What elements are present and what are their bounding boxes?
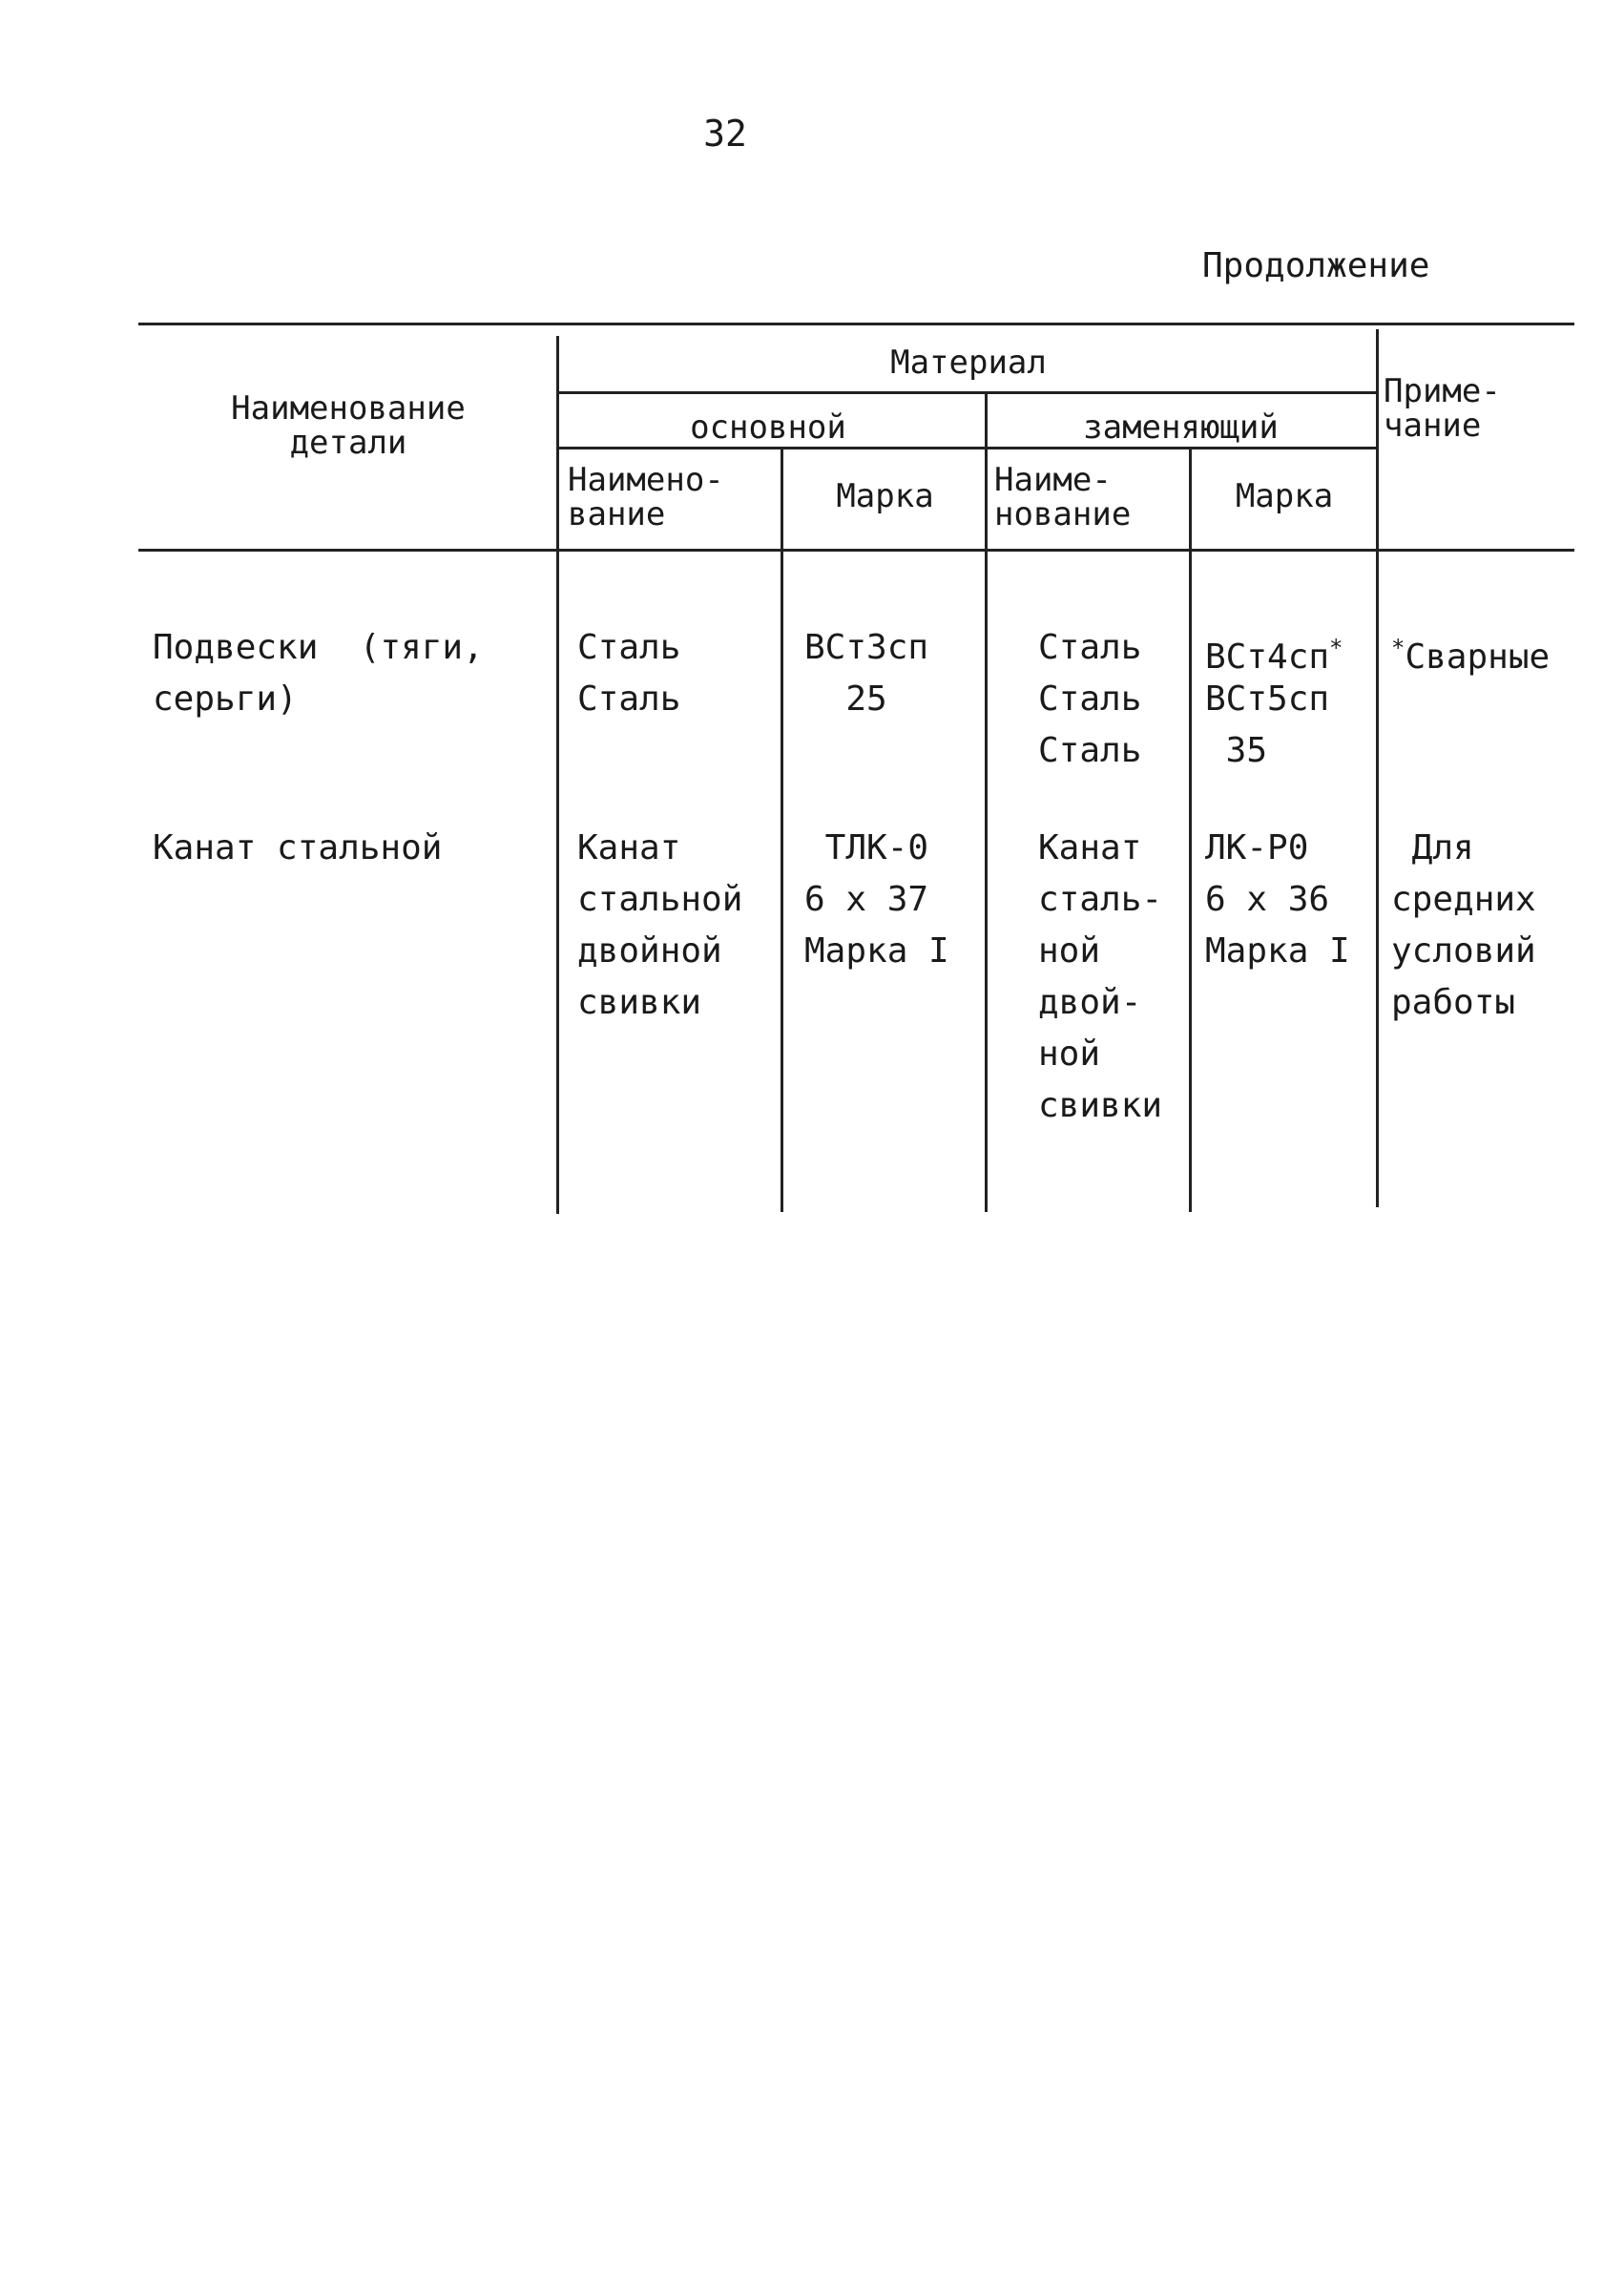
col-divider-5 (1376, 329, 1379, 1207)
row2-primary-grade: ТЛК-0 6 x 37 Марка I (804, 828, 949, 971)
header-substitute-grade: Марка (1235, 477, 1334, 515)
row1-note-text: Сварные (1405, 637, 1551, 677)
header-note: Приме- чание (1384, 372, 1501, 445)
header-primary-grade: Марка (836, 477, 934, 515)
row1-substitute-grade-text: ВСт4сп (1205, 637, 1330, 677)
row1-primary-name: Сталь Сталь (577, 628, 681, 719)
row1-part: Подвески (тяги, серьги) (153, 628, 484, 719)
header-material: Материал (890, 344, 1047, 382)
col-divider-4 (1189, 449, 1192, 1212)
row2-substitute-name: Канат сталь- ной двой- ной свивки (1038, 828, 1163, 1125)
row2-primary-name: Канат стальной двойной свивки (577, 828, 743, 1022)
footnote-mark: * (1329, 635, 1343, 661)
col-divider-2 (781, 449, 783, 1212)
header-bottom-rule (138, 549, 1574, 552)
header-primary-name: Наимено- вание (568, 461, 724, 533)
continuation-label: Продолжение (1202, 246, 1430, 285)
row1-primary-grade: ВСт3сп 25 (804, 628, 929, 719)
page-number: 32 (703, 113, 747, 155)
row1-substitute-name: Сталь Сталь Сталь (1038, 628, 1142, 770)
row1-substitute-grade-rest: ВСт5сп 35 (1205, 679, 1330, 770)
subgroup-rule (558, 447, 1379, 449)
row2-note: Для средних условий работы (1391, 828, 1536, 1022)
footnote-mark-note: * (1391, 635, 1405, 661)
table-top-rule (138, 323, 1574, 325)
row2-part: Канат стальной (153, 828, 443, 867)
material-rule (558, 391, 1379, 394)
header-substitute-name: Наиме- нование (994, 461, 1132, 533)
row2-substitute-grade: ЛК-Р0 6 x 36 Марка I (1205, 828, 1350, 971)
col-divider-1 (556, 336, 559, 1214)
row1-note (1391, 622, 1550, 683)
col-divider-3 (985, 393, 988, 1212)
header-primary: основной (690, 408, 846, 447)
header-substitute: заменяющий (1083, 408, 1279, 447)
header-part-name: Наименование детали (231, 389, 466, 462)
